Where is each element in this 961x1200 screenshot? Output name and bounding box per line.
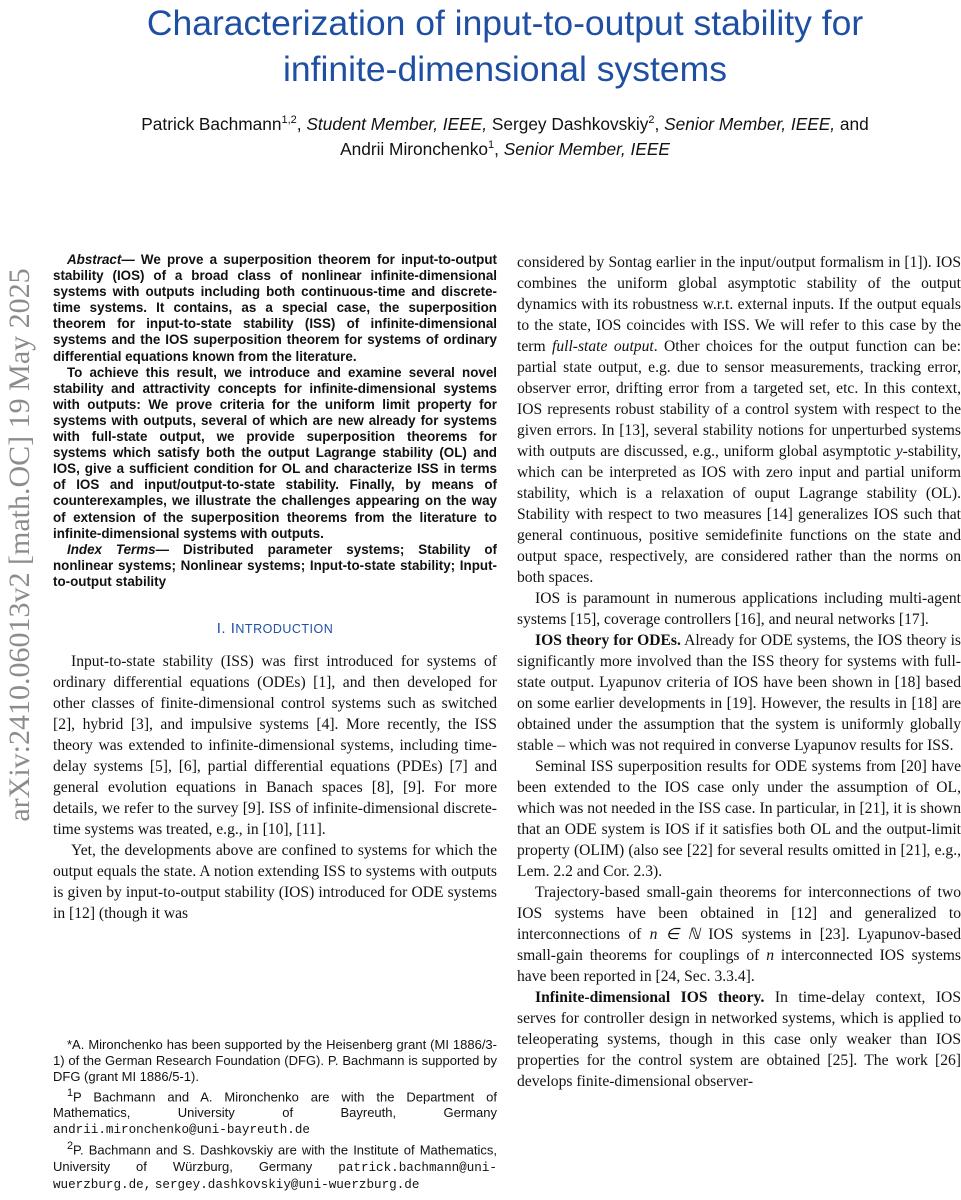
abstract-label: Abstract [67, 252, 122, 267]
intro-paragraph-2: Yet, the developments above are confined to systems for which the output equals the state. A notion extending ISS to systems with outputs is given by input-to-output stability (IOS) introduced for ODE systems in [12] (though it was [53, 841, 497, 922]
author-conjunction: and [839, 114, 869, 134]
abstract-text-1: We prove a superposition theorem for input-to-output stability (IOS) of a broad class of nonlinear infinite-dimensional systems with outputs including both continuous-time and discrete-time systems. It contains, as a special case, the superposition theorem for input-to-state stability (ISS) of infinite-dimensional systems and the IOS superposition theorem for systems of ordinary differential equations known from the literature. [53, 252, 497, 364]
index-terms: Index Terms— Distributed parameter systems; Stability of nonlinear systems; Nonlinear systems; Input-to-state stability; Input-to-output stability [53, 541, 497, 589]
author-affiliation: 1,2 [281, 114, 297, 127]
body-text: considered by Sontag earlier in the input/output formalism in [1]). IOS combines the uniform global asymptotic stability of the output dynamics with its robustness w.r.t. external inputs. If the output equals to the state, IOS coincides with ISS. We will refer to this case by the term [517, 254, 961, 355]
title-line-2: infinite-dimensional systems [283, 49, 727, 89]
footnote-affiliation-2 [53, 1138, 497, 1192]
paragraph-heading: IOS theory for ODEs. [535, 632, 681, 649]
index-terms-label: Index Terms [67, 541, 156, 557]
email-link[interactable]: sergey.dashkovskiy@uni-wuerzburg.de [154, 1177, 420, 1192]
paragraph-heading: Infinite-dimensional IOS theory. [535, 989, 765, 1006]
section-title-initial: I [230, 619, 236, 637]
email-link[interactable]: patrick.bachmann@uni-wuerzburg.de, [53, 1160, 497, 1192]
math-symbol: n ∈ ℕ [649, 926, 701, 943]
index-terms-text: Distributed parameter systems; Stability of nonlinear systems; Nonlinear systems; Input-to-state stability; Input-to-output stability [53, 541, 497, 589]
abstract-paragraph-2: To achieve this result, we introduce and examine several novel stability and attractivity concepts for infinite-dimensional systems with outputs: We prove criteria for the uniform limit property for systems with outputs, several of which are new already for systems with full-state output, we provide superposition theorems for systems which satisfy both the output Lagrange stability (OL) and IOS, give a sufficient condition for OL and characterize ISS in terms of IOS and input/output-to-state stability. Finally, by means of counterexamples, we illustrate the challenges appearing on the way of extension of the superposition theorems from the literature to infinite-dimensional systems with outputs. [53, 364, 497, 541]
author-name: Andrii Mironchenko [340, 139, 488, 159]
title-line-1: Characterization of input-to-output stability for [146, 3, 864, 43]
body-paragraph-3 [517, 630, 961, 756]
body-text: Already for ODE systems, the IOS theory is significantly more involved than the ISS theory for systems with full-state output. Lyapunov criteria of IOS have been shown in [18] based on some earlier developments in [19]. However, the results in [18] are obtained under the assumption that the system is uniformly globally stable – which was not required in converse Lyapunov results for ISS. [517, 632, 961, 754]
left-column [53, 252, 497, 924]
right-column [517, 252, 961, 1092]
body-paragraph-4: Seminal ISS superposition results for ODE systems from [20] have been extended to the IOS case only under the assumption of OL, which was not needed in the ISS case. In particular, in [21], it is shown that an ODE system is IOS if it satisfies both OL and the output-limit property (OLIM) (also see [22] for several results omitted in [21], e.g., Lem. 2.2 and Cor. 2.3). [517, 758, 961, 880]
footnote-funding: *A. Mironchenko has been supported by the Heisenberg grant (MI 1886/3-1) of the German Research Foundation (DFG). P. Bachmann is supported by DFG (grant MI 1886/5-1). [53, 1037, 497, 1084]
arxiv-stamp: arXiv:2410.06013v2 [math.OC] 19 May 2025 [3, 268, 36, 822]
body-text: -stability, which can be interpreted as IOS with zero input and partial uniform stability, which is a relaxation of ouput Lagrange stability (OL). Stability with respect to two measures [14] generalizes IOS such that general continuous, positive semidefinite functions on the state and output space, respectively, are considered rather than the norms on both spaces. [517, 443, 961, 586]
body-paragraph-6 [517, 987, 961, 1092]
body-paragraph-5 [517, 882, 961, 987]
section-heading-introduction [53, 619, 497, 639]
abstract [53, 252, 497, 590]
body-paragraph-2: IOS is paramount in numerous applications including multi-agent systems [15], coverage controllers [16], and neural networks [17]. [517, 590, 961, 628]
footnote-affiliation-1 [53, 1085, 497, 1138]
body-emphasis: full-state output [552, 338, 654, 355]
author-name: Sergey Dashkovskiy [491, 114, 649, 134]
author-role: Senior Member, IEEE [503, 139, 670, 159]
footnote-text: P Bachmann and A. Mironchenko are with the Department of Mathematics, University of Bayreuth, Germany [53, 1089, 497, 1121]
author-name: Patrick Bachmann [141, 114, 282, 134]
paper-title [40, 0, 961, 92]
footnotes [53, 1037, 497, 1193]
body-paragraph-1 [517, 252, 961, 588]
body-text: . Other choices for the output function can be: partial state output, e.g. due to sensor measurements, tracking error, observer error, drifting error from a targeted set, etc. In this context, IOS represents robust stability of a control system with respect to the given errors. In [13], several stability notions for unperturbed systems with outputs are discussed, e.g., uniform global asymptotic [517, 338, 961, 460]
author-role: Senior Member, IEEE, [664, 114, 836, 134]
author-affiliation: 1 [488, 139, 495, 152]
author-role: Student Member, IEEE, [306, 114, 487, 134]
section-number: I. [216, 619, 227, 637]
body-text: IOS systems in [23]. Lyapunov-based small-gain theorems for couplings of [517, 926, 961, 964]
author-line-1: Patrick Bachmann$^{1,2}$, Student Member, IEEE, Sergey Dashkovskiy$^2$, Senior Member, IEEE, and [141, 114, 869, 134]
email-link[interactable]: andrii.mironchenko@uni-bayreuth.de [53, 1123, 310, 1138]
author-list [40, 112, 961, 162]
author-affiliation: 2 [648, 114, 655, 127]
section-title-rest: NTRODUCTION [235, 621, 334, 636]
abstract-paragraph-1: Abstract— We prove a superposition theorem for input-to-output stability (IOS) of a broad class of nonlinear infinite-dimensional systems with outputs including both continuous-time and discrete-time systems. It contains, as a special case, the superposition theorem for input-to-state stability (ISS) of infinite-dimensional systems and the IOS superposition theorem for systems of ordinary differential equations known from the literature. [53, 252, 497, 364]
author-line-2: Andrii Mironchenko$^1$, Senior Member, IEEE [340, 139, 670, 159]
math-symbol: n [766, 947, 775, 964]
body-text: interconnected IOS systems have been reported in [24, Sec. 3.3.4]. [517, 947, 961, 985]
footnote-text: P. Bachmann and S. Dashkovskiy are with the Institute of Mathematics, University of Würzburg, Germany [53, 1142, 497, 1174]
intro-paragraph-1: Input-to-state stability (ISS) was first introduced for systems of ordinary differential equations (ODEs) [1], and then developed for other classes of finite-dimensional control systems such as switched [2], hybrid [3], and impulsive systems [4]. More recently, the ISS theory was extended to infinite-dimensional systems, including time-delay systems [5], [6], partial differential equations (PDEs) [7] and general evolution equations in Banach spaces [8], [9]. For more details, we refer to the survey [9]. ISS of infinite-dimensional discrete-time systems was treated, e.g., in [10], [11]. [53, 652, 497, 838]
body-text: Trajectory-based small-gain theorems for interconnections of two IOS systems have been obtained in [12] and generalized to interconnections of [517, 884, 961, 943]
footnote-marker: 1 [67, 1087, 74, 1099]
math-symbol: y [895, 443, 903, 460]
footnote-marker: 2 [67, 1140, 74, 1153]
body-text: In time-delay context, IOS serves for controller design in networked systems, which is applied to teleoperating systems, though in this case only weaker than IOS properties for the control system are obtained [25]. The work [26] develops finite-dimensional observer- [517, 989, 961, 1090]
